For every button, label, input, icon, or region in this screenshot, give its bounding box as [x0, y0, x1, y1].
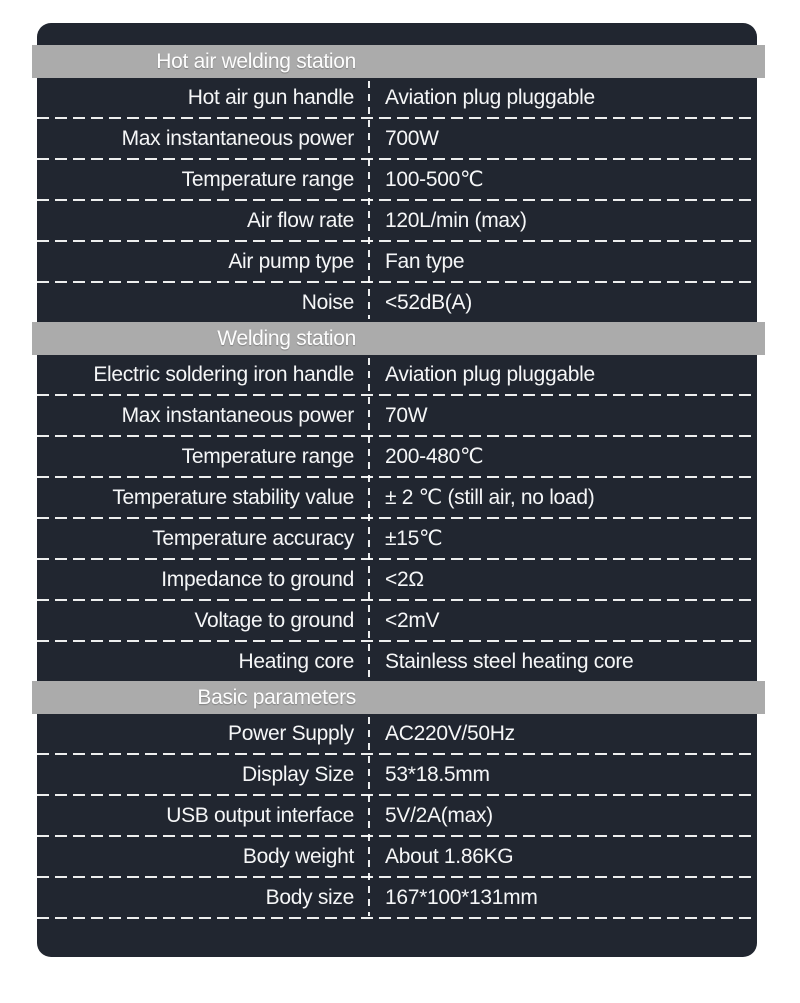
spec-value: 167*100*131mm	[385, 885, 538, 909]
spec-row	[37, 78, 757, 117]
spec-label: Body weight	[242, 844, 354, 868]
spec-table-panel	[37, 23, 757, 957]
spec-label: Hot air gun handle	[187, 85, 354, 109]
spec-value: 53*18.5mm	[385, 762, 490, 786]
section-rows	[37, 78, 757, 322]
spec-label: USB output interface	[166, 803, 354, 827]
row-separator-line	[37, 394, 757, 396]
spec-value: AC220V/50Hz	[385, 721, 515, 745]
spec-label: Air flow rate	[247, 208, 354, 232]
row-separator-line	[37, 199, 757, 201]
spec-row	[37, 437, 757, 476]
spec-label: Display Size	[242, 762, 354, 786]
row-separator-line	[37, 558, 757, 560]
spec-value: <2Ω	[385, 567, 424, 591]
spec-row	[37, 714, 757, 753]
spec-row	[37, 396, 757, 435]
spec-label: Voltage to ground	[194, 608, 354, 632]
spec-value: Aviation plug pluggable	[385, 85, 595, 109]
row-separator-line	[37, 281, 757, 283]
spec-label: Power Supply	[228, 721, 354, 745]
spec-label: Temperature accuracy	[152, 526, 354, 550]
spec-value: ± 2 ℃ (still air, no load)	[385, 486, 595, 509]
section-header-band	[32, 322, 765, 355]
spec-value: 700W	[385, 126, 439, 150]
spec-value: Aviation plug pluggable	[385, 362, 595, 386]
row-separator-line	[37, 117, 757, 119]
section-rows	[37, 355, 757, 681]
spec-row	[37, 878, 757, 917]
spec-label: Max instantaneous power	[121, 403, 354, 427]
row-separator-line	[37, 476, 757, 478]
spec-label: Temperature stability value	[112, 485, 354, 509]
panel-top-spacer	[37, 23, 757, 45]
spec-row	[37, 160, 757, 199]
spec-label: Temperature range	[181, 167, 354, 191]
spec-row	[37, 837, 757, 876]
spec-value: 70W	[385, 403, 428, 427]
row-separator-line	[37, 640, 757, 642]
spec-label: Impedance to ground	[161, 567, 354, 591]
row-separator-line	[37, 158, 757, 160]
row-separator-line	[37, 876, 757, 878]
spec-label: Electric soldering iron handle	[93, 362, 354, 386]
row-separator-line	[37, 599, 757, 601]
spec-row	[37, 201, 757, 240]
row-separator-line	[37, 794, 757, 796]
spec-row	[37, 355, 757, 394]
row-separator-line	[37, 435, 757, 437]
spec-label: Max instantaneous power	[121, 126, 354, 150]
spec-row	[37, 478, 757, 517]
row-separator-line	[37, 517, 757, 519]
section-header-band	[32, 45, 765, 78]
spec-row	[37, 283, 757, 322]
spec-label: Body size	[265, 885, 354, 909]
spec-row	[37, 119, 757, 158]
spec-value: 100-500℃	[385, 168, 484, 191]
spec-value: Stainless steel heating core	[385, 649, 634, 673]
spec-value: About 1.86KG	[385, 844, 514, 868]
spec-label: Air pump type	[228, 249, 354, 273]
spec-row	[37, 755, 757, 794]
spec-value: Fan type	[385, 249, 465, 273]
spec-label: Noise	[301, 290, 354, 314]
table-bottom-line	[37, 917, 757, 919]
spec-row	[37, 601, 757, 640]
column-divider-line	[368, 717, 370, 916]
spec-row	[37, 519, 757, 558]
section-header-band	[32, 681, 765, 714]
row-separator-line	[37, 753, 757, 755]
spec-value: ±15℃	[385, 527, 443, 550]
row-separator-line	[37, 835, 757, 837]
section-title: Hot air welding station	[156, 49, 356, 73]
spec-label: Heating core	[238, 649, 354, 673]
section-title: Welding station	[217, 326, 356, 350]
spec-row	[37, 796, 757, 835]
spec-row	[37, 642, 757, 681]
spec-value: 5V/2A(max)	[385, 803, 493, 827]
spec-value: 120L/min (max)	[385, 208, 527, 232]
section-title: Basic parameters	[197, 685, 356, 709]
spec-value: <2mV	[385, 608, 440, 632]
spec-label: Temperature range	[181, 444, 354, 468]
section-rows	[37, 714, 757, 919]
spec-row	[37, 560, 757, 599]
spec-sections	[37, 45, 757, 919]
row-separator-line	[37, 240, 757, 242]
spec-value: 200-480℃	[385, 445, 484, 468]
spec-value: <52dB(A)	[385, 290, 472, 314]
spec-row	[37, 242, 757, 281]
